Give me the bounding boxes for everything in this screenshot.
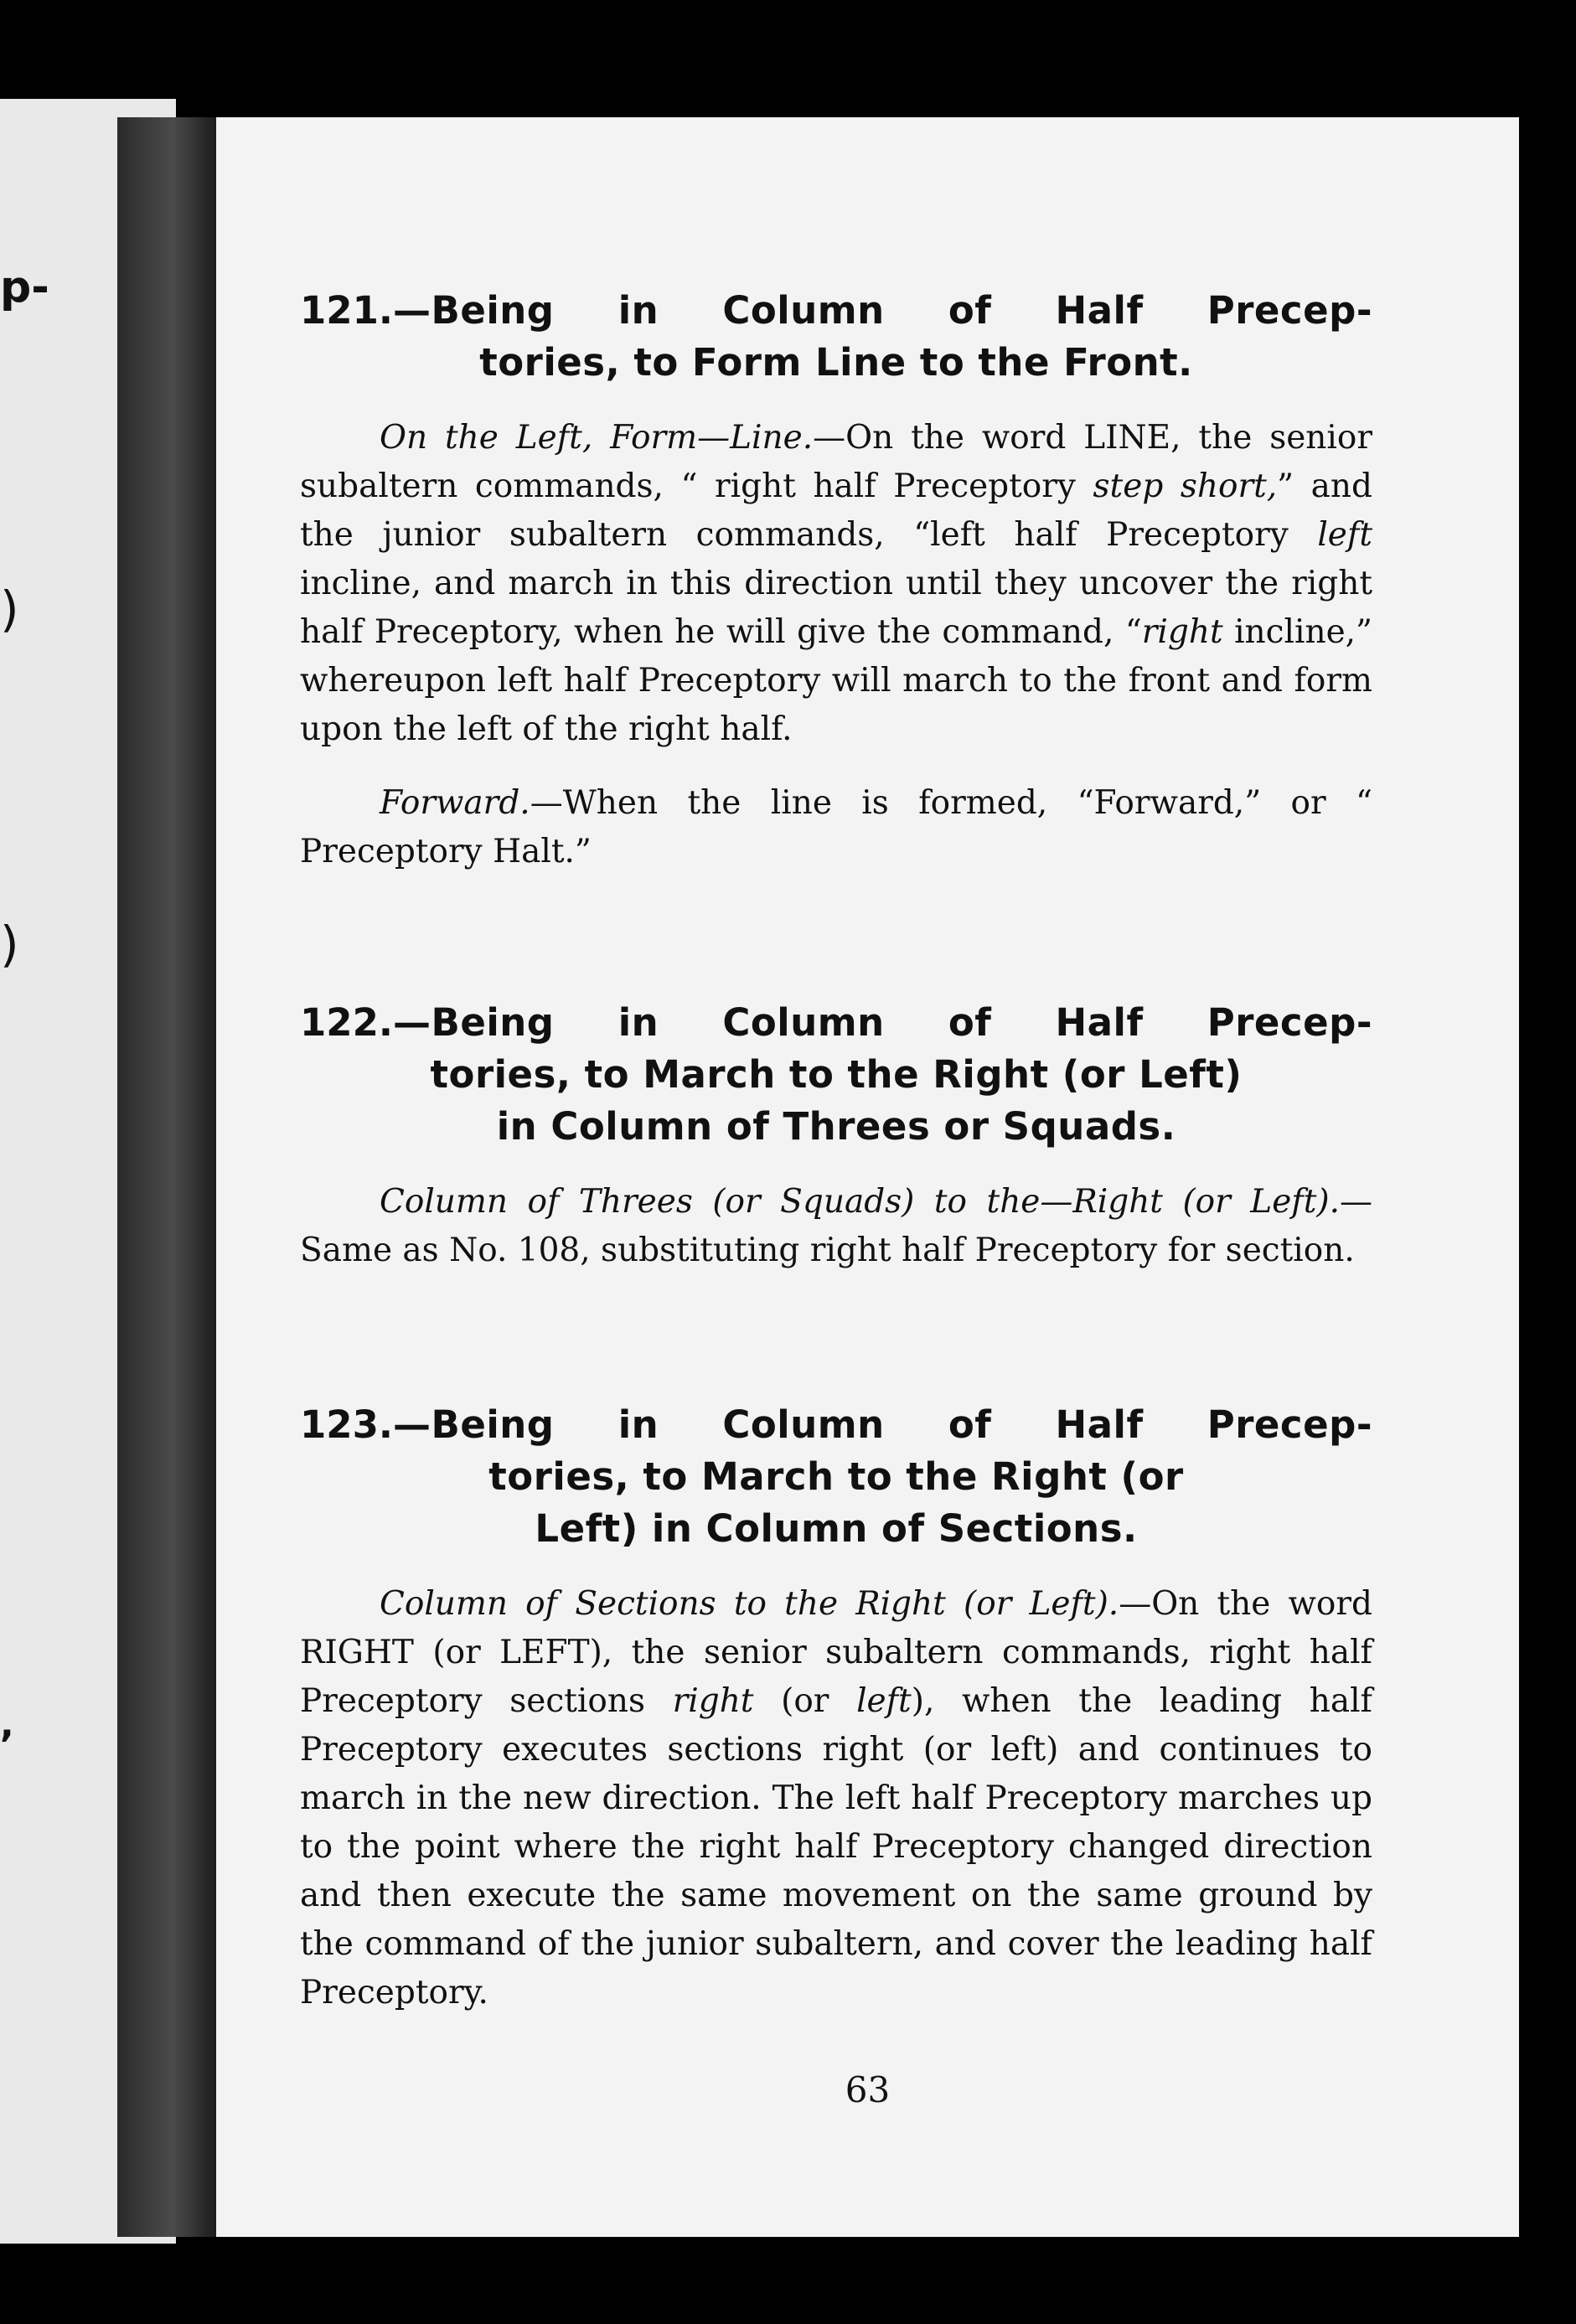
command-italic: On the Left, Form—Line. [380, 419, 814, 457]
book-gutter [117, 117, 218, 2237]
section-122 [300, 997, 1372, 1275]
section-heading [300, 1399, 1372, 1555]
previous-page-text-fragment: , [0, 1703, 14, 1746]
section-number: 122. [300, 1000, 394, 1045]
section-title-line: tories, to Form Line to the Front. [479, 340, 1193, 385]
command-italic: Forward. [380, 784, 530, 822]
section-title-line: —Being in Column of Half Precep- [393, 1000, 1372, 1045]
section-title-line: tories, to March to the Right (or Left) [430, 1052, 1243, 1097]
page-number: 63 [845, 2069, 891, 2110]
section-heading [300, 285, 1372, 389]
book-page [216, 117, 1519, 2237]
section-title-line: —Being in Column of Half Precep- [393, 1402, 1372, 1447]
paragraph: Column of Threes (or Squads) to the—Right (or Left).—Same as No. 108, substituting right half Preceptory for section. [300, 1183, 1372, 1269]
section-121 [300, 285, 1372, 876]
section-title-line: —Being in Column of Half Precep- [393, 288, 1372, 333]
paragraph: On the Left, Form—Line.—On the word LINE, the senior subaltern commands, “ right half Preceptory step short,” and the junior subaltern commands, “left half Preceptory left incline, and march in this direction until they uncover the right half Preceptory, when he will give the command, “right incline,” whereupon left half Preceptory will march to the front and form upon the left of the right half. [300, 419, 1373, 748]
section-number: 121. [300, 288, 394, 333]
section-title-line: tories, to March to the Right (or [488, 1454, 1184, 1499]
section-123 [300, 1399, 1372, 2017]
section-title-line: Left) in Column of Sections. [535, 1506, 1138, 1551]
command-italic: Column of Threes (or Squads) to the—Right (or Left). [380, 1183, 1340, 1221]
section-title-line: in Column of Threes or Squads. [496, 1104, 1176, 1149]
section-heading [300, 997, 1372, 1153]
paragraph: Forward.—When the line is formed, “Forward,” or “ Preceptory Halt.” [300, 784, 1372, 870]
previous-page-text-fragment: p- [0, 262, 49, 312]
command-italic: Column of Sections to the Right (or Left). [380, 1585, 1119, 1623]
previous-page-text-fragment: ) [0, 916, 19, 973]
section-number: 123. [300, 1402, 394, 1447]
paragraph: Column of Sections to the Right (or Left).—On the word RIGHT (or LEFT), the senior subaltern commands, right half Preceptory sections right (or left), when the leading half Preceptory executes sections right (or left) and continues to march in the new direction. The left half Preceptory marches up to the point where the right half Preceptory changed direction and then execute the same movement on the same ground by the command of the junior subaltern, and cover the leading half Preceptory. [300, 1585, 1372, 2012]
previous-page-text-fragment: ) [0, 581, 19, 638]
